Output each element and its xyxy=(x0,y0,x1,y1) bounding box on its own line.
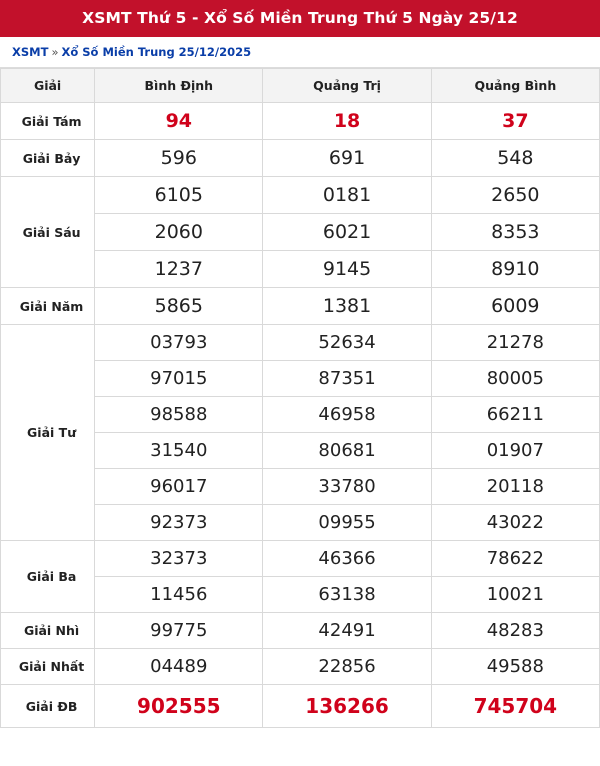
result-cell: 78622 xyxy=(431,541,599,577)
result-cell: 1237 xyxy=(95,251,263,288)
result-cell: 43022 xyxy=(431,505,599,541)
result-cell: 6105 xyxy=(95,177,263,214)
column-header-quang-binh: Quảng Bình xyxy=(431,69,599,103)
column-header-binh-dinh: Bình Định xyxy=(95,69,263,103)
result-cell: 1381 xyxy=(263,288,431,325)
prize-label-giai-bay: Giải Bảy xyxy=(1,140,95,177)
breadcrumb-current: Xổ Số Miền Trung 25/12/2025 xyxy=(61,45,252,59)
result-cell: 97015 xyxy=(95,361,263,397)
result-cell: 596 xyxy=(95,140,263,177)
result-cell: 6021 xyxy=(263,214,431,251)
result-cell: 48283 xyxy=(431,613,599,649)
result-cell: 6009 xyxy=(431,288,599,325)
result-cell: 10021 xyxy=(431,577,599,613)
result-cell: 11456 xyxy=(95,577,263,613)
result-cell: 63138 xyxy=(263,577,431,613)
prize-label-giai-tam: Giải Tám xyxy=(1,103,95,140)
breadcrumb-separator: » xyxy=(51,45,59,59)
result-cell: 80681 xyxy=(263,433,431,469)
table-row xyxy=(1,177,600,214)
result-cell: 42491 xyxy=(263,613,431,649)
result-cell: 87351 xyxy=(263,361,431,397)
result-cell: 136266 xyxy=(263,685,431,728)
result-cell: 8910 xyxy=(431,251,599,288)
result-cell: 9145 xyxy=(263,251,431,288)
prize-label-giai-nhat: Giải Nhất xyxy=(1,649,95,685)
page-title: XSMT Thứ 5 - Xổ Số Miền Trung Thứ 5 Ngày 25/12 xyxy=(0,0,600,37)
prize-label-giai-nhi: Giải Nhì xyxy=(1,613,95,649)
table-row xyxy=(1,140,600,177)
table-row xyxy=(1,613,600,649)
result-cell: 902555 xyxy=(95,685,263,728)
column-header-prize: Giải xyxy=(1,69,95,103)
result-cell: 66211 xyxy=(431,397,599,433)
result-cell: 18 xyxy=(263,103,431,140)
table-header xyxy=(1,69,600,103)
table-body xyxy=(1,103,600,728)
breadcrumb xyxy=(0,37,600,68)
breadcrumb-link-xsmt[interactable]: XSMT xyxy=(12,45,49,59)
result-cell: 21278 xyxy=(431,325,599,361)
result-cell: 33780 xyxy=(263,469,431,505)
prize-label-giai-tu: Giải Tư xyxy=(1,325,95,541)
result-cell: 92373 xyxy=(95,505,263,541)
result-cell: 46958 xyxy=(263,397,431,433)
result-cell: 52634 xyxy=(263,325,431,361)
result-cell: 37 xyxy=(431,103,599,140)
result-cell: 31540 xyxy=(95,433,263,469)
table-row xyxy=(1,325,600,361)
result-cell: 49588 xyxy=(431,649,599,685)
result-cell: 20118 xyxy=(431,469,599,505)
table-row xyxy=(1,103,600,140)
result-cell: 99775 xyxy=(95,613,263,649)
result-cell: 22856 xyxy=(263,649,431,685)
column-header-quang-tri: Quảng Trị xyxy=(263,69,431,103)
result-cell: 548 xyxy=(431,140,599,177)
result-cell: 5865 xyxy=(95,288,263,325)
result-cell: 2060 xyxy=(95,214,263,251)
prize-label-giai-ba: Giải Ba xyxy=(1,541,95,613)
prize-label-giai-sau: Giải Sáu xyxy=(1,177,95,288)
result-cell: 98588 xyxy=(95,397,263,433)
table-header-row xyxy=(1,69,600,103)
result-cell: 2650 xyxy=(431,177,599,214)
table-row xyxy=(1,649,600,685)
result-cell: 96017 xyxy=(95,469,263,505)
prize-label-giai-nam: Giải Năm xyxy=(1,288,95,325)
lottery-results-table xyxy=(0,68,600,728)
result-cell: 04489 xyxy=(95,649,263,685)
table-row xyxy=(1,288,600,325)
result-cell: 01907 xyxy=(431,433,599,469)
table-row xyxy=(1,685,600,728)
result-cell: 691 xyxy=(263,140,431,177)
result-cell: 09955 xyxy=(263,505,431,541)
result-cell: 8353 xyxy=(431,214,599,251)
result-cell: 03793 xyxy=(95,325,263,361)
result-cell: 80005 xyxy=(431,361,599,397)
result-cell: 94 xyxy=(95,103,263,140)
result-cell: 0181 xyxy=(263,177,431,214)
result-cell: 32373 xyxy=(95,541,263,577)
table-row xyxy=(1,541,600,577)
result-cell: 745704 xyxy=(431,685,599,728)
prize-label-giai-db: Giải ĐB xyxy=(1,685,95,728)
result-cell: 46366 xyxy=(263,541,431,577)
